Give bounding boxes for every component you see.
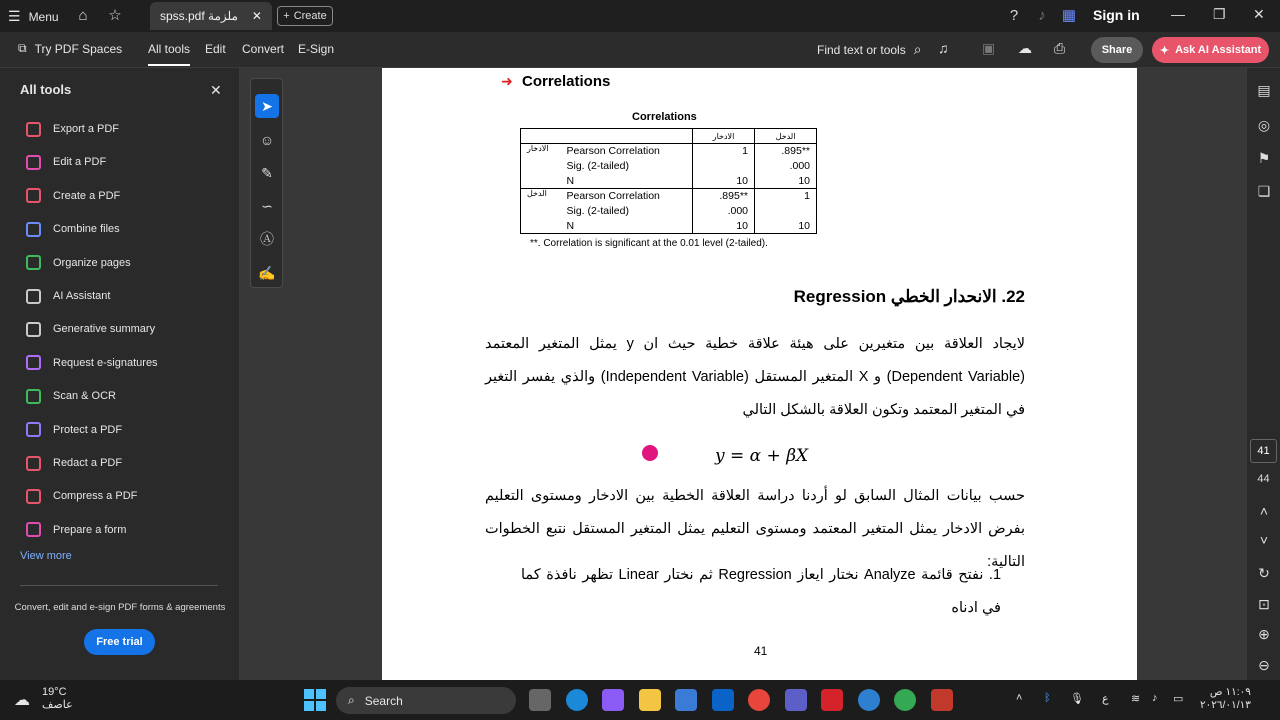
hamburger-icon: ☰ — [8, 8, 21, 24]
weather-desc: عاصف — [42, 699, 73, 711]
plus-icon: + — [283, 10, 290, 22]
tab-all-tools[interactable]: All tools — [148, 42, 190, 66]
table-cell-group — [521, 204, 561, 219]
close-window-icon[interactable]: ✕ — [1253, 6, 1265, 22]
help-icon[interactable]: ? — [1009, 7, 1019, 24]
chevron-up-icon[interactable]: ˄ — [1016, 692, 1023, 704]
view-more-link[interactable]: View more — [20, 550, 72, 562]
table-cell-a: .000 — [693, 204, 755, 219]
quick-tools-bar — [250, 78, 283, 288]
ai-chat-icon[interactable]: ◎ — [1257, 117, 1271, 133]
windows-start-icon[interactable] — [304, 689, 326, 711]
search-label: Search — [364, 693, 403, 708]
sidebar-item-request-e-signatures[interactable] — [26, 353, 158, 373]
table-cell-b — [755, 204, 817, 219]
chrome-icon[interactable] — [748, 689, 770, 711]
tool-icon — [26, 155, 41, 170]
askai-label: Ask AI Assistant — [1175, 44, 1262, 56]
tool-icon — [26, 422, 41, 437]
sidebar-item-label: Compress a PDF — [53, 490, 138, 503]
regression-formula: y = α + βX — [715, 446, 809, 466]
battery-icon[interactable]: ▭ — [1173, 693, 1184, 705]
comments-panel-icon[interactable]: ▤ — [1257, 82, 1271, 98]
wifi-icon[interactable]: ≋ — [1131, 693, 1141, 705]
select-cursor-icon[interactable]: ➤ — [255, 94, 279, 118]
tool-icon — [26, 456, 41, 471]
sidebar-item-label: Export a PDF — [53, 123, 120, 135]
total-pages: 44 — [1257, 473, 1270, 485]
save-icon[interactable]: ▣ — [982, 40, 996, 56]
tool-icon — [26, 122, 41, 137]
headphones-icon[interactable]: ♫ — [938, 40, 949, 56]
tab-title: spss.pdf ملزمة — [160, 9, 238, 23]
teams-icon[interactable] — [785, 689, 807, 711]
table-row — [521, 219, 817, 234]
apps-grid-icon[interactable]: ▦ — [1061, 7, 1077, 24]
spaces-label: Try PDF Spaces — [34, 41, 123, 56]
table-cell-stat: Pearson Correlation — [561, 189, 693, 204]
tool-icon — [26, 522, 41, 537]
sidebar-item-ai-assistant[interactable] — [26, 286, 110, 306]
header-blank — [521, 129, 693, 144]
table-cell-a — [693, 159, 755, 174]
bell-icon[interactable]: ♪ — [1038, 7, 1046, 24]
table-cell-group: الدخل — [521, 189, 561, 204]
rotate-icon[interactable]: ↻ — [1258, 565, 1270, 581]
right-rail — [1246, 68, 1280, 680]
table-row — [521, 144, 817, 159]
sidebar-item-label: Generative summary — [53, 323, 156, 336]
section-title: Correlations — [522, 73, 611, 90]
media-app-icon[interactable] — [931, 689, 953, 711]
close-tab-icon[interactable]: ✕ — [251, 9, 262, 23]
document-tab[interactable] — [150, 2, 272, 30]
try-pdf-spaces-button[interactable] — [18, 41, 122, 56]
tool-icon — [26, 188, 41, 203]
chevron-up-icon[interactable]: ˄ — [1259, 503, 1269, 519]
sidebar-item-label: Prepare a form — [53, 523, 127, 536]
mouse-cursor-highlight — [642, 445, 658, 461]
table-row — [521, 189, 817, 204]
sidebar-item-label: Request e-signatures — [53, 356, 158, 369]
section-heading: 22. الانحدار الخطي Regression — [793, 287, 1025, 306]
table-cell-b: 10 — [755, 219, 817, 234]
table-cell-group: الادخار — [521, 144, 561, 159]
table-cell-stat: Sig. (2-tailed) — [561, 159, 693, 174]
pdf-page — [382, 68, 1137, 680]
column-header: الدخل — [755, 129, 817, 144]
taskbar-search[interactable] — [336, 687, 516, 714]
tab-edit[interactable]: Edit — [205, 42, 226, 56]
text-box-icon[interactable]: Ⓐ — [260, 231, 274, 247]
table-cell-a: .895** — [693, 189, 755, 204]
search-icon: ⌕ — [913, 41, 922, 57]
table-cell-a: 1 — [693, 144, 755, 159]
tool-icon — [26, 389, 41, 404]
copilot-icon[interactable] — [602, 689, 624, 711]
table-cell-b: 10 — [755, 174, 817, 189]
find-text-button[interactable] — [817, 41, 922, 58]
table-cell-group — [521, 174, 561, 189]
sidebar-item-scan-ocr[interactable] — [26, 386, 116, 406]
clock-time: ١١:٠٩ ص — [1209, 686, 1251, 698]
highlight-pen-icon[interactable]: ✎ — [261, 165, 273, 181]
bluetooth-icon[interactable]: ᛒ — [1044, 692, 1051, 704]
sidebar-item-redact-a-pdf[interactable] — [26, 453, 122, 473]
sidebar-item-label: AI Assistant — [53, 290, 111, 302]
task-view-icon[interactable] — [529, 689, 551, 711]
sidebar-item-edit-a-pdf[interactable] — [26, 152, 106, 172]
current-page-field[interactable]: 41 — [1250, 439, 1277, 463]
table-row — [521, 204, 817, 219]
table-row — [521, 159, 817, 174]
zoom-in-icon[interactable]: ⊕ — [1258, 626, 1270, 642]
tool-icon — [26, 289, 41, 304]
table-cell-stat: Pearson Correlation — [561, 144, 693, 159]
table-footnote: **. Correlation is significant at the 0.01 level (2-tailed). — [530, 238, 768, 249]
panel-title: All tools — [20, 82, 72, 97]
sidebar-item-organize-pages[interactable] — [26, 253, 131, 273]
step-1-text: 1. نفتح قائمة Analyze نختار ايعاز Regression ثم نختار Linear تظهر نافذة كما في ادناه — [521, 567, 1002, 616]
table-cell-b: .895** — [755, 144, 817, 159]
close-panel-icon[interactable]: ✕ — [210, 82, 222, 98]
tab-e-sign[interactable]: E-Sign — [298, 42, 335, 56]
table-cell-stat: N — [561, 219, 693, 234]
weather-temp: 19°C — [42, 686, 67, 698]
chrome-profile-icon[interactable] — [894, 689, 916, 711]
table-header-row — [521, 129, 817, 144]
tool-icon — [26, 355, 41, 370]
print-icon[interactable]: ⎙ — [1054, 40, 1066, 56]
share-button[interactable]: Share — [1091, 37, 1143, 63]
paragraph-example: حسب بيانات المثال السابق لو أردنا دراسة العلاقة الخطية بين الادخار ومستوى التعليم بفرض الادخار يمثل المتغير المعتمد ومستوى التعليم يمثل المتغير المستقل نتبع الخطوات التالية: — [485, 488, 1025, 570]
ai-sparkle-icon: ✦ — [1159, 44, 1170, 57]
ask-ai-assistant-button[interactable] — [1152, 37, 1269, 63]
sidebar-item-label: Scan & OCR — [53, 390, 116, 403]
table-caption: Correlations — [632, 111, 697, 123]
sidebar-item-generative-summary[interactable] — [26, 319, 155, 339]
menu-label: Menu — [28, 9, 59, 24]
freehand-draw-icon[interactable]: ∽ — [261, 198, 273, 214]
fit-page-icon[interactable]: ⊡ — [1258, 596, 1270, 612]
volume-icon[interactable]: ♪ — [1152, 692, 1158, 704]
paragraph-intro: لايجاد العلاقة بين متغيرين على هيئة علاقة خطية حيث ان y يمثل المتغير المعتمد (Dependent Variable) و X المتغير المستقل (Independent Variable) والذي يفسر التغير في المتغير المعتمد وتكون العلاقة بالشكل التالي — [485, 336, 1026, 418]
star-icon[interactable]: ☆ — [108, 7, 122, 24]
browser-icon[interactable] — [858, 689, 880, 711]
page-number: 41 — [754, 644, 768, 658]
table-cell-a: 10 — [693, 174, 755, 189]
sidebar-item-label: Protect a PDF — [53, 423, 123, 436]
system-clock[interactable] — [1200, 686, 1251, 712]
sidebar-item-export-a-pdf[interactable] — [26, 119, 119, 139]
tool-icon — [26, 222, 41, 237]
table-cell-b: 1 — [755, 189, 817, 204]
main-toolbar — [0, 32, 1280, 68]
search-icon: ⌕ — [348, 693, 355, 707]
microphone-icon[interactable]: 🎙 — [1070, 693, 1084, 705]
language-indicator[interactable]: ع — [1102, 693, 1109, 705]
document-viewer[interactable] — [240, 68, 1246, 680]
find-label: Find text or tools — [817, 42, 906, 57]
sidebar-item-protect-a-pdf[interactable] — [26, 420, 122, 440]
tool-icon — [26, 322, 41, 337]
bookmarks-icon[interactable]: ⚑ — [1257, 150, 1271, 166]
create-button[interactable] — [277, 6, 333, 26]
edge-icon[interactable] — [566, 689, 588, 711]
tool-icon — [26, 255, 41, 270]
store-icon[interactable] — [675, 689, 697, 711]
zoom-out-icon[interactable]: ⊖ — [1258, 657, 1270, 673]
table-row — [521, 174, 817, 189]
tool-icon — [26, 489, 41, 504]
windows-taskbar — [0, 680, 1280, 720]
table-cell-group — [521, 159, 561, 174]
outlook-icon[interactable] — [712, 689, 734, 711]
table-cell-a: 10 — [693, 219, 755, 234]
table-cell-b: .000 — [755, 159, 817, 174]
correlations-table — [520, 128, 817, 234]
maximize-icon[interactable]: ❐ — [1213, 6, 1226, 22]
acrobat-icon[interactable] — [821, 689, 843, 711]
free-trial-button[interactable]: Free trial — [84, 629, 155, 655]
weather-widget[interactable] — [42, 686, 73, 712]
sidebar-item-label: Combine files — [53, 223, 120, 236]
pages-thumbnails-icon[interactable]: ❏ — [1257, 183, 1271, 199]
all-tools-panel — [0, 68, 240, 680]
minimize-icon[interactable]: — — [1171, 6, 1185, 22]
divider — [20, 585, 218, 586]
sign-icon[interactable]: ✍ — [258, 265, 276, 281]
add-comment-icon[interactable]: ☺ — [259, 132, 275, 148]
sidebar-item-combine-files[interactable] — [26, 219, 120, 239]
sidebar-item-label: Create a PDF — [53, 189, 121, 202]
sidebar-item-label: Organize pages — [53, 256, 131, 269]
table-cell-group — [521, 219, 561, 234]
create-label: Create — [293, 10, 327, 22]
sidebar-item-label: Edit a PDF — [53, 156, 107, 169]
sidebar-item-compress-a-pdf[interactable] — [26, 486, 137, 506]
column-header: الادخار — [693, 129, 755, 144]
file-explorer-icon[interactable] — [639, 689, 661, 711]
sign-in-button[interactable]: Sign in — [1093, 7, 1140, 23]
table-cell-stat: Sig. (2-tailed) — [561, 204, 693, 219]
title-bar — [0, 0, 1280, 32]
tab-convert[interactable]: Convert — [242, 42, 285, 56]
spaces-icon: ⧉ — [18, 41, 27, 55]
chevron-down-icon[interactable]: ˅ — [1259, 532, 1269, 548]
table-cell-stat: N — [561, 174, 693, 189]
upload-cloud-icon[interactable]: ☁ — [1018, 40, 1032, 56]
weather-icon[interactable]: ☁ — [14, 692, 30, 709]
sidebar-item-label: Redact a PDF — [53, 457, 123, 469]
home-icon[interactable]: ⌂ — [78, 7, 88, 24]
promo-text: Convert, edit and e-sign PDF forms & agreements — [14, 602, 226, 613]
sidebar-item-prepare-a-form[interactable] — [26, 520, 126, 540]
sidebar-item-create-a-pdf[interactable] — [26, 186, 120, 206]
menu-button[interactable] — [8, 8, 59, 25]
clock-date: ٢٠٢٦/٠١/١٣ — [1200, 699, 1251, 711]
arrow-bullet-icon: ➜ — [501, 73, 513, 89]
